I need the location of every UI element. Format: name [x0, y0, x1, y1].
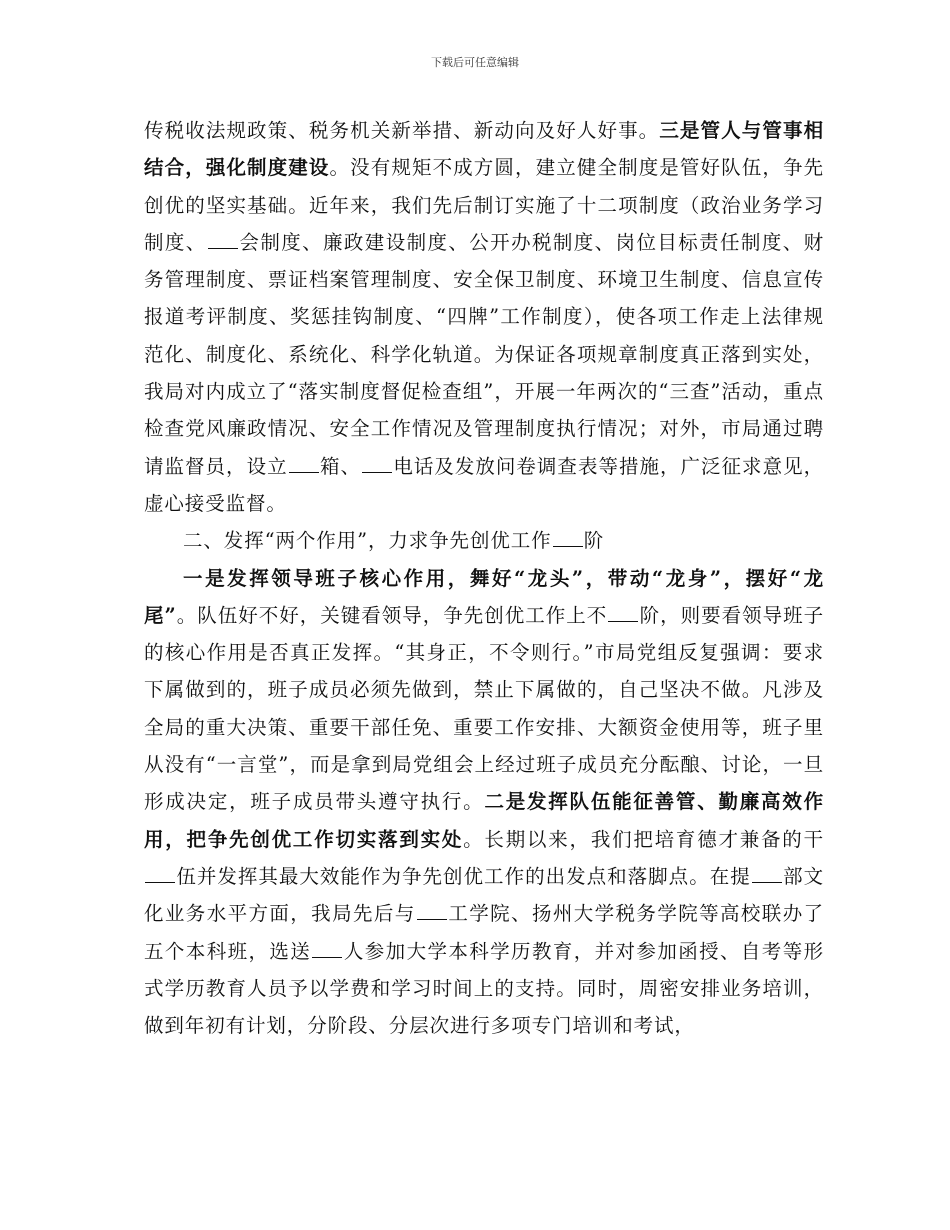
- blank-line: [417, 918, 447, 920]
- heading-text: 二、发挥“两个作用”，力求争先创优工作: [183, 529, 552, 553]
- section-heading-two: [144, 522, 824, 559]
- page-header: 下载后可任意编辑: [431, 56, 519, 69]
- text-span: 。队伍好不好，关键看领导，争先创优工作上不: [176, 603, 608, 627]
- heading-text: 阶: [583, 529, 605, 553]
- blank-line: [553, 545, 583, 547]
- text-span: 部文化业务水平方面，我局先后与: [144, 864, 824, 926]
- text-span: 。长期以来，我们把培育德才兼备的干: [463, 827, 824, 851]
- bold-point-two: 二是发挥队伍能征善管、勤廉高效作用，把争先创优工作切实落到实处: [144, 790, 824, 851]
- paragraph-two-roles: [144, 560, 824, 1045]
- text-span: 会制度、廉政建设制度、公开办税制度、岗位目标责任制度、财务管理制度、票证档案管理制度、安全保卫制度、环境卫生制度、信息宣传报道考评制度、奖惩挂钩制度、“四牌”工作制度），使各项工作走上法律规范化、制度化、系统化、科学化轨道。为保证各项规章制度真正落到实处，我局对内成立了“落实制度督促检查组”，开展一年两次的“三查”活动，重点检查党风廉政情况、安全工作情况及管理制度执行情况；对外，市局通过聘请监督员，设立: [144, 230, 825, 478]
- text-span: 阶，则要看领导班子的核心作用是否真正发挥。“其身正，不令则行。”市局党组反复强调：要求下属做到的，班子成员必须先做到，禁止下属做的，自己坚决不做。凡涉及全局的重大决策、重要干部任免、重要工作安排、大额资金使用等，班子里从没有“一言堂”，而是拿到局党组会上经过班子成员充分酝酿、讨论，一旦形成决定，班子成员带头遵守执行。: [144, 603, 824, 814]
- text-span: 伍并发挥其最大效能作为争先创优工作的出发点和落脚点。在提: [176, 864, 751, 888]
- blank-line: [208, 247, 238, 249]
- blank-line: [608, 620, 638, 622]
- bold-point-one: 一是发挥领导班子核心作用，舞好“龙头”，带动“龙身”，摆好“龙尾”: [144, 566, 824, 627]
- paragraph-institution-building: [144, 112, 824, 522]
- text-span: 工学院、扬州大学税务学院等高校联办了五个本科班，选送: [144, 902, 825, 963]
- blank-line: [752, 881, 782, 883]
- blank-line: [289, 471, 319, 473]
- document-body: [144, 112, 824, 1044]
- bold-point-three: 三是管人与管事相结合，强化制度建设: [144, 119, 824, 180]
- text-span: 人参加大学本科学历教育，并对参加函授、自考等形式学历教育人员予以学费和学习时间上的支持。同时，周密安排业务培训，做到年初有计划，分阶段、分层次进行多项专门培训和考试，: [144, 939, 824, 1038]
- blank-line: [362, 471, 392, 473]
- text-span: 传税收法规政策、税务机关新举措、新动向及好人好事。: [144, 119, 660, 142]
- text-span: 。没有规矩不成方圆，建立健全制度是管好队伍，争先创优的坚实基础。近年来，我们先后制订实施了十二项制度（政治业务学习制度、: [144, 156, 824, 254]
- blank-line: [312, 956, 342, 958]
- text-span: 箱、: [319, 454, 361, 478]
- blank-line: [145, 881, 175, 883]
- text-span: 电话及发放问卷调查表等措施，广泛征求意见，虚心接受监督。: [144, 454, 824, 515]
